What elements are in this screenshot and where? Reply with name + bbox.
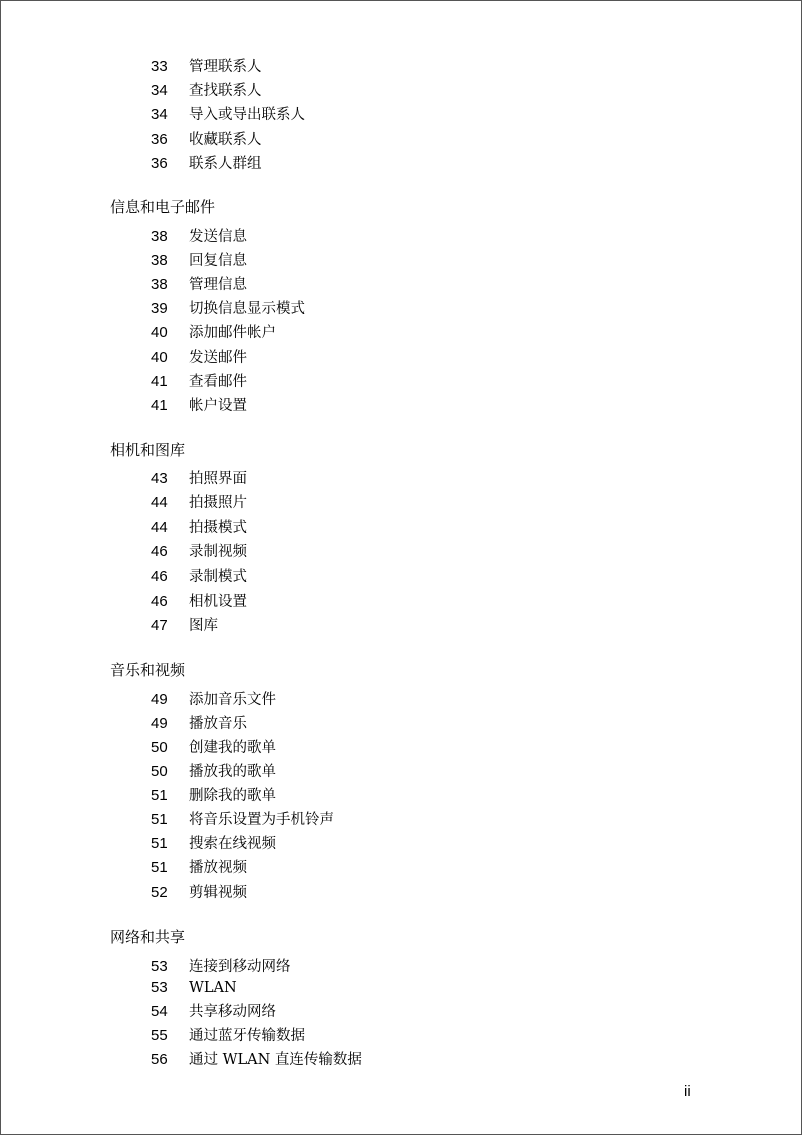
toc-entry-title: 相机设置 (189, 594, 247, 610)
toc-page-number: 46 (151, 593, 168, 610)
toc-page-number: 46 (151, 568, 168, 585)
toc-page-number: 44 (151, 494, 168, 511)
toc-entry-title: 搜索在线视频 (189, 836, 276, 852)
toc-entry-title: 将音乐设置为手机铃声 (189, 812, 334, 828)
toc-entry-title: 拍照界面 (189, 471, 247, 487)
toc-page-number: 38 (151, 228, 168, 245)
toc-entry-title: 删除我的歌单 (189, 788, 276, 804)
toc-page-number: 39 (151, 300, 168, 317)
toc-page-number: 49 (151, 691, 168, 708)
toc-entry-title: 通过 WLAN 直连传输数据 (189, 1052, 362, 1068)
toc-entry-title: 录制视频 (189, 544, 247, 560)
toc-entry-title: 导入或导出联系人 (189, 107, 305, 123)
toc-entry-title: 创建我的歌单 (189, 740, 276, 756)
toc-entry-title: 播放音乐 (189, 716, 247, 732)
toc-entry-title: 拍摄照片 (189, 495, 247, 511)
toc-entry-title: 收藏联系人 (189, 132, 262, 148)
toc-page-number: 44 (151, 519, 168, 536)
toc-entry-title: 添加邮件帐户 (189, 325, 276, 341)
toc-entry-title: WLAN (189, 980, 237, 996)
toc-entry-title: 管理信息 (189, 277, 247, 293)
toc-page-number: 38 (151, 252, 168, 269)
toc-page-number: 41 (151, 397, 168, 414)
toc-entry-title: 录制模式 (189, 569, 247, 585)
toc-entry-title: 图库 (189, 618, 218, 634)
toc-entry-title: 发送信息 (189, 229, 247, 245)
toc-entry-title: 连接到移动网络 (189, 959, 291, 975)
toc-page-number: 43 (151, 470, 168, 487)
toc-page-number: 49 (151, 715, 168, 732)
toc-entry-title: 共享移动网络 (189, 1004, 276, 1020)
toc-entry-title: 切换信息显示模式 (189, 301, 305, 317)
toc-page-number: 34 (151, 82, 168, 99)
toc-entry-title: 添加音乐文件 (189, 692, 276, 708)
toc-entry-title: 回复信息 (189, 253, 247, 269)
toc-page-number: 47 (151, 617, 168, 634)
toc-entry-title: 帐户设置 (189, 398, 247, 414)
toc-page-number: 36 (151, 155, 168, 172)
section-heading: 信息和电子邮件 (110, 198, 216, 216)
section-heading: 相机和图库 (110, 441, 186, 459)
toc-page-number: 34 (151, 106, 168, 123)
toc-page-number: 51 (151, 811, 168, 828)
toc-page-number: 51 (151, 787, 168, 804)
toc-page-number: 46 (151, 543, 168, 560)
toc-page-number: 53 (151, 979, 168, 996)
section-heading: 网络和共享 (110, 928, 186, 946)
toc-page-number: 53 (151, 958, 168, 975)
toc-entry-title: 管理联系人 (189, 59, 262, 75)
page-number: ii (684, 1083, 691, 1100)
toc-entry-title: 联系人群组 (189, 156, 262, 172)
toc-page-number: 41 (151, 373, 168, 390)
toc-page-number: 40 (151, 324, 168, 341)
toc-page-number: 52 (151, 884, 168, 901)
toc-entry-title: 播放我的歌单 (189, 764, 276, 780)
section-heading: 音乐和视频 (110, 661, 186, 679)
toc-page-number: 51 (151, 835, 168, 852)
toc-entry-title: 播放视频 (189, 860, 247, 876)
toc-page-number: 51 (151, 859, 168, 876)
toc-page-number: 50 (151, 739, 168, 756)
toc-page-number: 38 (151, 276, 168, 293)
toc-entry-title: 查看邮件 (189, 374, 247, 390)
toc-entry-title: 查找联系人 (189, 83, 262, 99)
toc-page-number: 36 (151, 131, 168, 148)
toc-entry-title: 拍摄模式 (189, 520, 247, 536)
toc-page-number: 50 (151, 763, 168, 780)
toc-page-number: 55 (151, 1027, 168, 1044)
toc-page-number: 33 (151, 58, 168, 75)
toc-entry-title: 发送邮件 (189, 350, 247, 366)
toc-page-number: 56 (151, 1051, 168, 1068)
toc-entry-title: 通过蓝牙传输数据 (189, 1028, 305, 1044)
toc-page-number: 40 (151, 349, 168, 366)
toc-entry-title: 剪辑视频 (189, 885, 247, 901)
toc-page-number: 54 (151, 1003, 168, 1020)
